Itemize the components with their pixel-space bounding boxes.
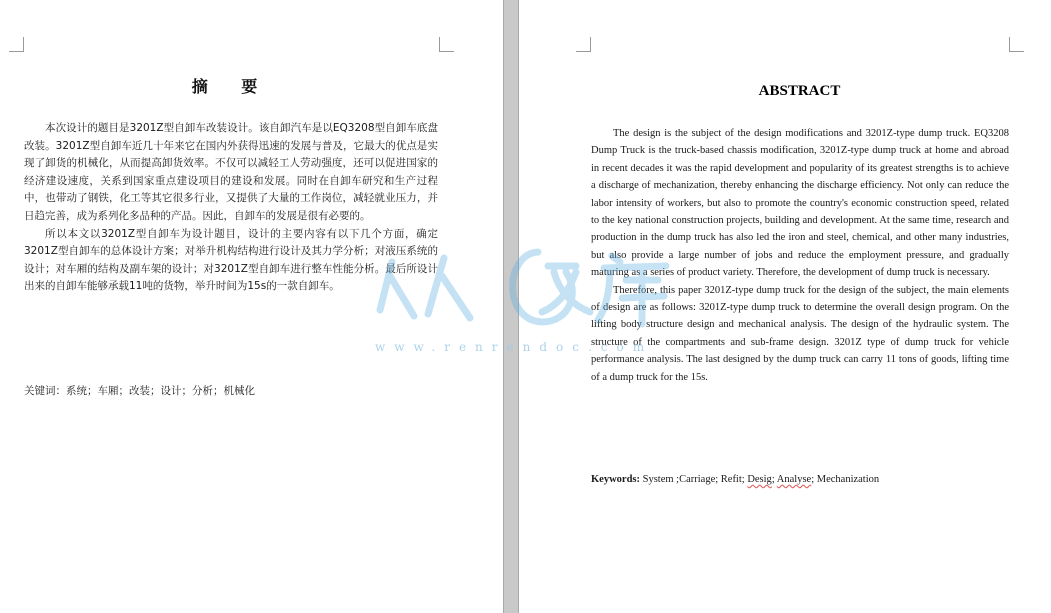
paragraph: 本次设计的题目是3201Z型自卸车改装设计。该自卸汽车是以EQ3208型自卸车底盘改装。3201Z型自卸车近几十年来它在国内外获得迅速的发展与普及，它最大的优点是实现了卸货的机械化，从而提高卸货效率。不仅可以减轻工人劳动强度，还可以促进国家的经济建设速度，关系到国家重点建设项目的建设和发展。同时在自卸车研究和生产过程中，也带动了钢铁，化工等其它很多行业，又提供了大量的工作岗位，减轻就业压力，并日趋完善，成为系列化多品种的产品。因此，自卸车的发展是很有必要的。 (24, 122, 438, 222)
right-page (519, 0, 1051, 613)
watermark-url: www.renrendoc.com (375, 340, 654, 354)
spellcheck-word: Analyse (776, 474, 812, 485)
keywords-label: Keywords: (591, 474, 640, 485)
keywords-line: 关键词：系统；车厢；改装；设计；分析；机械化 (24, 385, 255, 397)
crop-mark-top-right (1009, 37, 1024, 52)
page-title: ABSTRACT (758, 83, 841, 99)
page-gutter (503, 0, 519, 613)
crop-mark-top-right (439, 37, 454, 52)
paragraph: Therefore, this paper 3201Z-type dump truck for the design of the subject, the main elements of design are as follows: 3201Z-type dump truck to determine the overall design program. On the lifting body structure design and mechanical analysis. The design of the hydraulic system. The structure of the compartments and sub-frame design. 3201Z type of dump truck for vehicle performance analysis. The last designed by the dump truck can carry 11 tons of goods, lifting time of a dump truck for the 15s. (591, 284, 1009, 383)
keywords-text-end: ; Mechanization (811, 474, 880, 485)
chinese-abstract-body (24, 120, 438, 296)
spellcheck-word: Desig (747, 474, 772, 485)
keywords-separator: ; (771, 474, 777, 485)
crop-mark-top-left (9, 37, 24, 52)
paragraph: The design is the subject of the design modifications and 3201Z-type dump truck. EQ3208 Dump Truck is the truck-based chassis modification, 3201Z-type dump truck at home and abroad in recent decades it was the rapid development and popularity of its greatest strengths is to achieve a discharge of mechanization, thereby enhancing the discharge efficiency. Not only can reduce the labor intensity of workers, but also to promote the country's economic construction speed, related to the key national construction projects, building and development. At the same time, research and production in the dump truck has also led the iron and steel, chemical, and other many industries, but also provide a large number of jobs and reduce the employment pressure, and gradually maturing as a series of product variety. Therefore, the development of dump truck is necessary. (591, 128, 1009, 279)
left-page (0, 0, 503, 613)
keywords-text: System ;Carriage; Refit; (640, 474, 748, 485)
page-title: 摘 要 (191, 77, 272, 96)
crop-mark-top-left (576, 37, 591, 52)
keywords-line (591, 474, 879, 485)
paragraph: 所以本文以3201Z型自卸车为设计题目，设计的主要内容有以下几个方面，确定3201Z型自卸车的总体设计方案；对举升机构结构进行设计及其力学分析；对液压系统的设计；对车厢的结构及副车架的设计；对3201Z型自卸车进行整车性能分析。最后所设计出来的自卸车能够承载11吨的货物，举升时间为15s的一款自卸车。 (24, 227, 438, 293)
english-abstract-body (591, 125, 1009, 386)
